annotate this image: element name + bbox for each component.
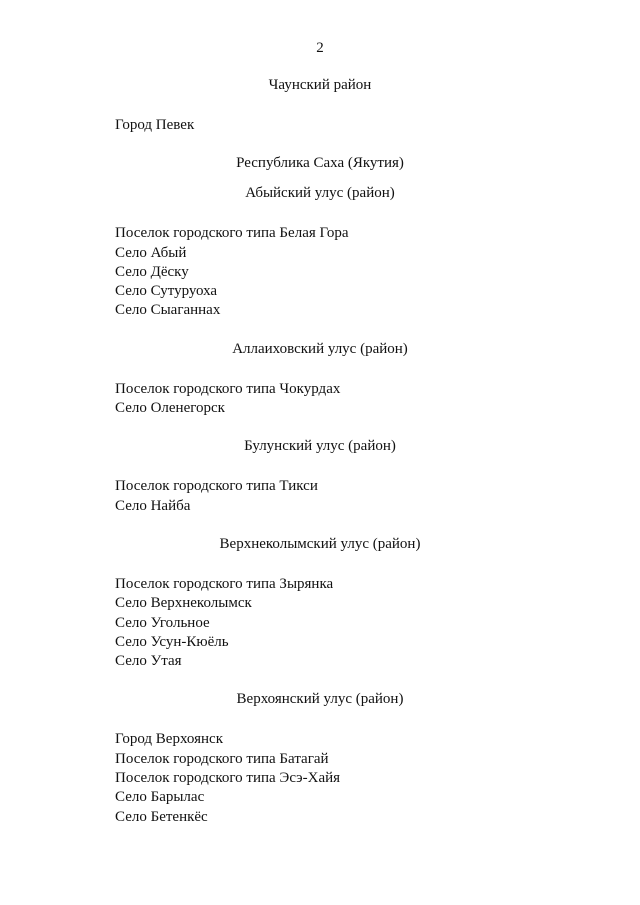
document-section xyxy=(115,690,525,826)
settlement-item: Поселок городского типа Чокурдах xyxy=(115,380,341,397)
district-heading: Чаунский район xyxy=(268,77,372,93)
settlement-item: Поселок городского типа Белая Гора xyxy=(115,225,349,242)
district-heading: Верхоянский улус (район) xyxy=(236,691,404,708)
settlement-item: Село Оленегорск xyxy=(115,400,225,417)
settlement-item: Село Верхнеколымск xyxy=(115,595,252,612)
region-heading: Республика Саха (Якутия) xyxy=(236,155,404,172)
settlement-item: Город Певек xyxy=(115,117,195,133)
district-heading: Аллаиховский улус (район) xyxy=(232,340,408,357)
settlement-item: Село Сыаганнах xyxy=(115,302,221,319)
document-section xyxy=(115,76,525,135)
settlement-item: Поселок городского типа Тикси xyxy=(115,478,318,495)
document-section xyxy=(115,535,525,671)
document-section xyxy=(115,184,525,320)
settlement-item: Село Дёску xyxy=(115,263,189,280)
settlement-item: Село Барылас xyxy=(115,789,205,806)
settlement-item: Село Усун-Кюёль xyxy=(115,633,229,650)
settlement-item: Поселок городского типа Зырянка xyxy=(115,575,334,592)
document-section xyxy=(115,437,525,516)
district-heading: Абыйский улус (район) xyxy=(245,185,395,202)
settlement-list xyxy=(115,116,525,135)
settlement-item: Село Бетенкёс xyxy=(115,808,208,825)
district-heading: Верхнеколымский улус (район) xyxy=(219,535,421,552)
settlement-list xyxy=(115,477,525,516)
document-body xyxy=(115,76,525,846)
settlement-list xyxy=(115,575,525,671)
settlement-item: Село Абый xyxy=(115,244,187,261)
settlement-list xyxy=(115,730,525,826)
settlement-item: Село Найба xyxy=(115,497,191,514)
page-number: 2 xyxy=(316,40,324,56)
settlement-list xyxy=(115,224,525,320)
settlement-item: Село Сутуруоха xyxy=(115,283,218,300)
settlement-item: Поселок городского типа Батагай xyxy=(115,750,329,767)
settlement-list xyxy=(115,380,525,419)
settlement-item: Село Угольное xyxy=(115,614,210,631)
settlement-item: Село Утая xyxy=(115,653,182,670)
district-heading: Булунский улус (район) xyxy=(244,438,396,455)
settlement-item: Город Верхоянск xyxy=(115,731,223,748)
document-section xyxy=(115,154,525,173)
settlement-item: Поселок городского типа Эсэ-Хайя xyxy=(115,770,341,787)
document-section xyxy=(115,340,525,419)
